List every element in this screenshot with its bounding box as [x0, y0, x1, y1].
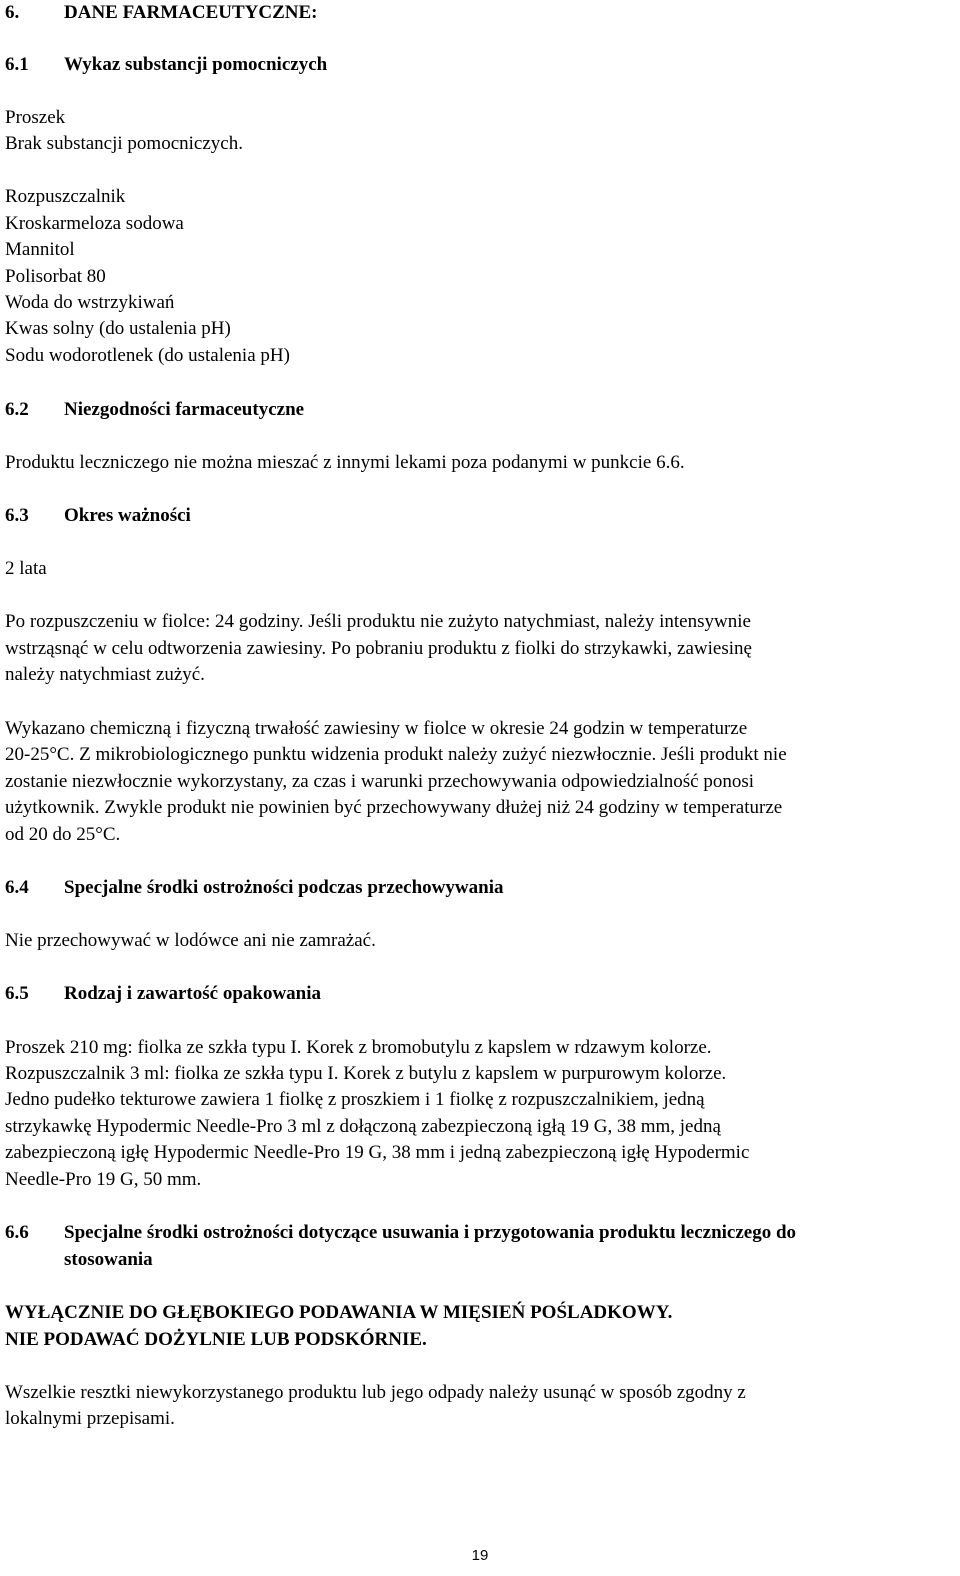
section-title: Wykaz substancji pomocniczych: [64, 54, 328, 75]
section-title: Niezgodności farmaceutyczne: [64, 399, 305, 420]
list-item: Mannitol: [5, 239, 75, 260]
section-number: 6.1: [5, 54, 29, 75]
section-heading-6-3: [5, 503, 191, 530]
warning-line: NIE PODAWAĆ DOŻYLNIE LUB PODSKÓRNIE.: [5, 1329, 427, 1350]
paragraph-line: zostanie niezwłocznie wykorzystany, za czas i warunki przechowywania odpowiedzialność ponosi: [5, 771, 754, 792]
section-title: DANE FARMACEUTYCZNE:: [64, 2, 318, 23]
section-title: Specjalne środki ostrożności podczas przechowywania: [64, 877, 504, 898]
list-item: Sodu wodorotlenek (do ustalenia pH): [5, 345, 290, 366]
paragraph-line: Produktu leczniczego nie można mieszać z innymi lekami poza podanymi w punkcie 6.6.: [5, 452, 685, 473]
section-title: Okres ważności: [64, 505, 191, 526]
paragraph-line: Wszelkie resztki niewykorzystanego produktu lub jego odpady należy usunąć w sposób zgodny z: [5, 1382, 746, 1403]
paragraph-line: wstrząsnąć w celu odtworzenia zawiesiny. Po pobraniu produktu z fiolki do strzykawki, zawiesinę: [5, 638, 752, 659]
warning-line: WYŁĄCZNIE DO GŁĘBOKIEGO PODAWANIA W MIĘSIEŃ POŚLADKOWY.: [5, 1302, 673, 1323]
section-title: Rodzaj i zawartość opakowania: [64, 983, 322, 1004]
paragraph-line: Needle-Pro 19 G, 50 mm.: [5, 1169, 202, 1190]
paragraph-line: użytkownik. Zwykle produkt nie powinien być przechowywany dłużej niż 24 godziny w temperaturze: [5, 797, 783, 818]
section-number: 6.4: [5, 877, 29, 898]
solvent-label: Rozpuszczalnik: [5, 186, 126, 207]
paragraph-line: zabezpieczoną igłę Hypodermic Needle-Pro 19 G, 38 mm i jedną zabezpieczoną igłę Hypodermic: [5, 1142, 750, 1163]
section-heading-6-5: [5, 981, 321, 1008]
section-title: Specjalne środki ostrożności dotyczące usuwania i przygotowania produktu leczniczego do: [64, 1222, 797, 1243]
paragraph-line: strzykawkę Hypodermic Needle-Pro 3 ml z dołączoną zabezpieczoną igłą 19 G, 38 mm, jedną: [5, 1116, 721, 1137]
section-heading-6-1: [5, 52, 327, 79]
list-item: Woda do wstrzykiwań: [5, 292, 175, 313]
paragraph-line: od 20 do 25°C.: [5, 824, 121, 845]
paragraph-line: Jedno pudełko tekturowe zawiera 1 fiolkę z proszkiem i 1 fiolkę z rozpuszczalnikiem, jedną: [5, 1089, 705, 1110]
paragraph-line: Wykazano chemiczną i fizyczną trwałość zawiesiny w fiolce w okresie 24 godzin w temperaturze: [5, 718, 748, 739]
section-heading-6-2: [5, 397, 304, 424]
paragraph-line: Proszek 210 mg: fiolka ze szkła typu I. Korek z bromobutylu z kapslem w rdzawym kolorze.: [5, 1037, 712, 1058]
page-number: 19: [471, 1547, 489, 1564]
list-item: Polisorbat 80: [5, 266, 106, 287]
section-number: 6.2: [5, 399, 29, 420]
paragraph-line: Rozpuszczalnik 3 ml: fiolka ze szkła typu I. Korek z butylu z kapslem w purpurowym kolorze.: [5, 1063, 727, 1084]
paragraph-line: 20-25°C. Z mikrobiologicznego punktu widzenia produkt należy zużyć niezwłocznie. Jeśli produkt nie: [5, 744, 787, 765]
paragraph-line: należy natychmiast zużyć.: [5, 664, 205, 685]
section-number: 6.3: [5, 505, 29, 526]
paragraph-line: lokalnymi przepisami.: [5, 1408, 175, 1429]
paragraph-line: Nie przechowywać w lodówce ani nie zamrażać.: [5, 930, 376, 951]
section-number: 6.: [5, 2, 20, 23]
powder-label: Proszek: [5, 107, 66, 128]
shelf-life: 2 lata: [5, 558, 47, 579]
paragraph-line: Po rozpuszczeniu w fiolce: 24 godziny. Jeśli produktu nie zużyto natychmiast, należy intensywnie: [5, 611, 751, 632]
section-heading-6-6: [5, 1220, 796, 1247]
powder-text: Brak substancji pomocniczych.: [5, 133, 243, 154]
section-heading-6-4: [5, 875, 503, 902]
section-title-continuation: stosowania: [64, 1249, 153, 1270]
section-number: 6.6: [5, 1222, 29, 1243]
list-item: Kroskarmeloza sodowa: [5, 213, 184, 234]
section-heading-6: [5, 0, 318, 27]
list-item: Kwas solny (do ustalenia pH): [5, 318, 231, 339]
section-number: 6.5: [5, 983, 29, 1004]
